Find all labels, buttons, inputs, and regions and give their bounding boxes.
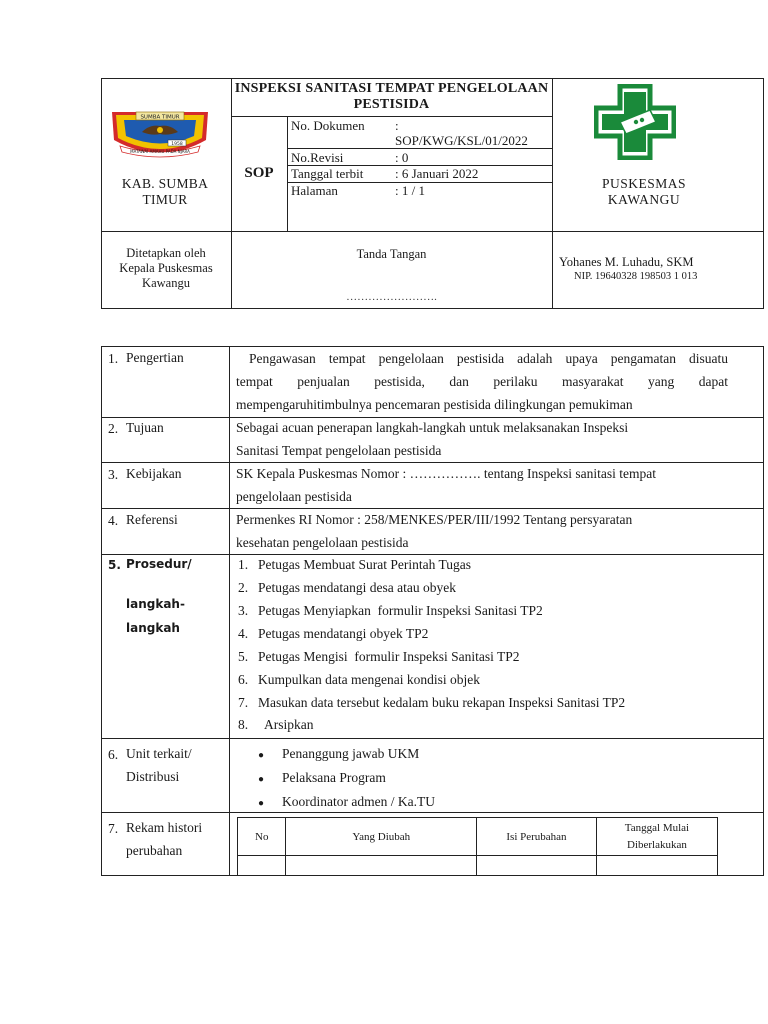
field-key: Tanggal terbit bbox=[291, 166, 364, 181]
distribution-text: Koordinator admen / Ka.TU bbox=[282, 794, 435, 809]
history-header-effective-date: Tanggal Mulai Diberlakukan bbox=[596, 818, 717, 856]
procedure-step bbox=[238, 717, 314, 733]
section-number: 6. bbox=[108, 747, 119, 762]
sop-label: SOP bbox=[244, 165, 274, 181]
header-divider bbox=[101, 231, 764, 232]
field-value: : 0 bbox=[395, 150, 409, 165]
definition-line: tempat penjualan pestisida, dan perilaku masyarakat yang dapat bbox=[236, 374, 728, 389]
organization-name: PUSKESMAS KAWANGU bbox=[601, 176, 687, 207]
bullet-icon: ● bbox=[258, 774, 265, 785]
field-key: No. Dokumen bbox=[291, 118, 365, 133]
procedure-step bbox=[238, 649, 520, 665]
header-divider bbox=[231, 116, 552, 117]
section-number: 3. bbox=[108, 467, 119, 482]
row-divider bbox=[101, 738, 764, 739]
section-number: 5. bbox=[108, 558, 121, 572]
history-header-no: No bbox=[238, 818, 286, 856]
section-number: 7. bbox=[108, 821, 119, 836]
section-label-prosedur: langkah- bbox=[126, 597, 185, 611]
step-number: 8. bbox=[238, 717, 249, 732]
signer-nip: NIP. 19640328 198503 1 013 bbox=[574, 271, 698, 282]
section-label-tujuan: Tujuan bbox=[126, 420, 164, 435]
section-label-referensi: Referensi bbox=[126, 512, 178, 527]
step-text: Masukan data tersebut kedalam buku rekapan Inspeksi Sanitasi TP2 bbox=[258, 695, 626, 710]
policy-line: pengelolaan pestisida bbox=[236, 489, 352, 504]
definition-line: mempengaruhitimbulnya pencemaran pestisida dilingkungan pemukiman bbox=[236, 397, 633, 412]
field-value: : 1 / 1 bbox=[395, 183, 425, 198]
section-label-history: perubahan bbox=[126, 843, 183, 858]
procedure-step bbox=[238, 557, 471, 573]
policy-line: SK Kepala Puskesmas Nomor : ……………. tentang Inspeksi sanitasi tempat bbox=[236, 466, 656, 481]
history-cell bbox=[238, 856, 286, 876]
header-divider bbox=[287, 148, 552, 149]
section-label-kebijakan: Kebijakan bbox=[126, 466, 182, 481]
history-header-changed: Yang Diubah bbox=[286, 818, 477, 856]
section-label-prosedur: Prosedur/ bbox=[126, 557, 192, 571]
field-value: SOP/KWG/KSL/01/2022 bbox=[395, 133, 528, 148]
row-divider bbox=[101, 812, 764, 813]
step-number: 6. bbox=[238, 672, 249, 687]
procedure-step bbox=[238, 672, 480, 688]
history-cell bbox=[477, 856, 597, 876]
section-label-prosedur: langkah bbox=[126, 621, 180, 635]
puskesmas-logo bbox=[594, 84, 676, 160]
reference-line: Permenkes RI Nomor : 258/MENKES/PER/III/1992 Tentang persyaratan bbox=[236, 512, 633, 527]
row-divider bbox=[101, 554, 764, 555]
distribution-item bbox=[258, 746, 419, 762]
procedure-step bbox=[238, 603, 543, 619]
step-text: Petugas Membuat Surat Perintah Tugas bbox=[258, 557, 471, 572]
step-text: Petugas mendatangi obyek TP2 bbox=[258, 626, 429, 641]
reference-line: kesehatan pengelolaan pestisida bbox=[236, 535, 409, 550]
section-label-history: Rekam histori bbox=[126, 820, 203, 835]
document-title: INSPEKSI SANITASI TEMPAT PENGELOLAAN PESTISIDA bbox=[234, 81, 549, 112]
section-number: 4. bbox=[108, 513, 119, 528]
section-number: 1. bbox=[108, 351, 119, 366]
header-divider bbox=[287, 116, 288, 231]
logo-text-bottom: MATAWAI AMAHU PADA NJARA bbox=[130, 149, 190, 154]
revision-history-table bbox=[237, 817, 718, 876]
step-number: 1. bbox=[238, 557, 249, 572]
step-number: 2. bbox=[238, 580, 249, 595]
history-cell bbox=[286, 856, 477, 876]
header-divider bbox=[552, 78, 553, 309]
established-by: Ditetapkan oleh Kepala Puskesmas Kawangu bbox=[119, 246, 213, 290]
step-text: Petugas Mengisi formulir Inspeksi Sanitasi TP2 bbox=[258, 649, 520, 664]
section-label-pengertian: Pengertian bbox=[126, 350, 184, 365]
purpose-line: Sanitasi Tempat pengelolaan pestisida bbox=[236, 443, 442, 458]
step-number: 7. bbox=[238, 695, 249, 710]
distribution-text: Pelaksana Program bbox=[282, 770, 386, 785]
bullet-icon: ● bbox=[258, 798, 265, 809]
kabupaten-logo bbox=[106, 106, 214, 162]
purpose-line: Sebagai acuan penerapan langkah-langkah untuk melaksanakan Inspeksi bbox=[236, 420, 629, 435]
distribution-text: Penanggung jawab UKM bbox=[282, 746, 420, 761]
history-cell bbox=[596, 856, 717, 876]
step-text: Kumpulkan data mengenai kondisi objek bbox=[258, 672, 480, 687]
procedure-step bbox=[238, 580, 456, 596]
step-number: 4. bbox=[238, 626, 249, 641]
section-number: 2. bbox=[108, 421, 119, 436]
field-key: No.Revisi bbox=[291, 150, 344, 165]
procedure-step bbox=[238, 626, 428, 642]
procedure-divider bbox=[229, 346, 230, 876]
step-text: Petugas Menyiapkan formulir Inspeksi Sanitasi TP2 bbox=[258, 603, 543, 618]
step-number: 3. bbox=[238, 603, 249, 618]
logo-text-top: SUMBA TIMUR bbox=[140, 114, 180, 121]
field-key: Halaman bbox=[291, 183, 338, 198]
history-header-content: Isi Perubahan bbox=[477, 818, 597, 856]
logo-text-year: 1958 bbox=[171, 142, 183, 147]
field-value: : 6 Januari 2022 bbox=[395, 166, 479, 181]
step-text: Petugas mendatangi desa atau obyek bbox=[258, 580, 456, 595]
field-value: : bbox=[395, 118, 399, 133]
step-text: Arsipkan bbox=[258, 717, 314, 732]
bullet-icon: ● bbox=[258, 750, 265, 761]
distribution-item bbox=[258, 770, 386, 786]
signer-name: Yohanes M. Luhadu, SKM bbox=[559, 255, 694, 269]
section-label-unit: Distribusi bbox=[126, 769, 180, 784]
section-label-unit: Unit terkait/ bbox=[126, 746, 192, 761]
region-name: KAB. SUMBA TIMUR bbox=[121, 176, 209, 207]
signature-label: Tanda Tangan bbox=[356, 247, 427, 261]
signature-line: ……………………. bbox=[346, 291, 437, 303]
definition-line: Pengawasan tempat pengelolaan pestisida adalah upaya pengamatan disuatu bbox=[236, 351, 728, 366]
distribution-item bbox=[258, 794, 435, 810]
step-number: 5. bbox=[238, 649, 249, 664]
procedure-step bbox=[238, 695, 625, 711]
